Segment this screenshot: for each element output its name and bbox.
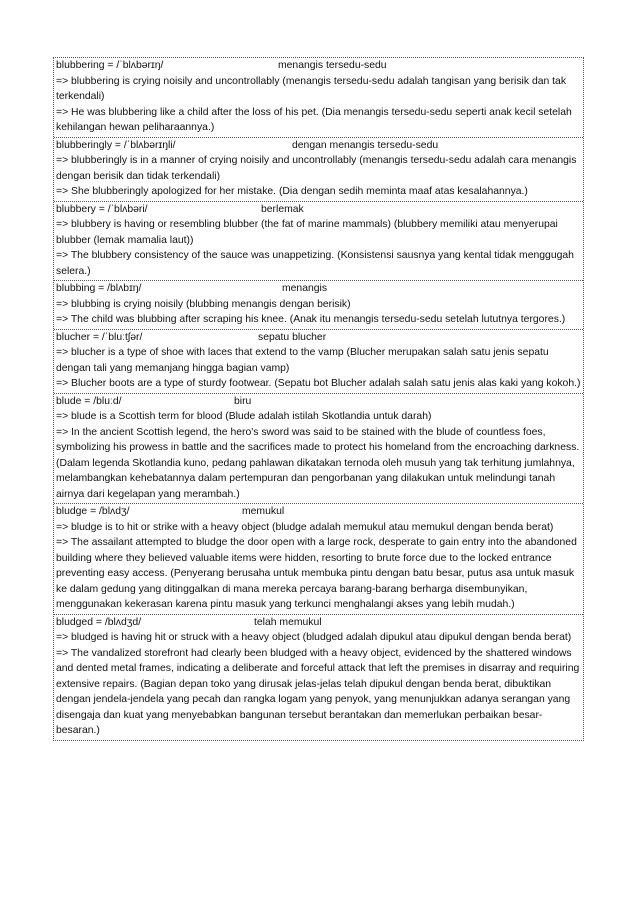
entry-term: blubbering = /ˈblʌbərɪŋ/ (56, 60, 164, 71)
entry-term: bludge = /blʌdʒ/ (56, 506, 130, 517)
entry-definition: => blubbering is crying noisily and uncontrollably (menangis tersedu-sedu adalah tangisan yang berisik dan tak terkendali) (56, 75, 567, 102)
entry-example: => The assailant attempted to bludge the door open with a large rock, desperate to gain entry into the abandoned building where they believed valuable items were hidden, resorting to brute force due to the locked entrance preventing easy access. (Penyerang berusaha untuk membuka pintu dengan batu besar, putus asa untuk masuk ke dalam gedung yang ditinggalkan di mana mereka percaya barang-barang berharga disembunyikan, menggunakan kekerasan karena pintu masuk yang terkunci menghalangi akses yang lebih mudah.) (56, 537, 577, 610)
entry-definition: => blubberingly is in a manner of crying noisily and uncontrollably (menangis tersedu-sedu adalah cara menangis dengan berisik dan tidak terkendali) (56, 155, 577, 182)
entry-blubbing (54, 281, 583, 330)
entry-term: blucher = /ˈbluːtʃər/ (56, 331, 143, 343)
entry-blude (54, 394, 583, 505)
entry-meaning: menangis tersedu-sedu (278, 60, 387, 71)
entry-definition: => bludge is to hit or strike with a heavy object (bludge adalah memukul atau memukul dengan benda berat) (56, 521, 554, 533)
entry-blubbery (54, 202, 583, 282)
entry-definition: => bludged is having hit or struck with a heavy object (bludged adalah dipukul atau dipukul dengan benda berat) (56, 632, 572, 643)
entry-example: => The vandalized storefront had clearly been bludged with a heavy object, evidenced by the shattered windows and dented metal frames, indicating a deliberate and forceful attack that left the premises in disarray and requiring extensive repairs. (Bagian depan toko yang dirusak jelas-jelas telah dipukul dengan benda berat, dibuktikan dengan jendela-jendela yang pecah dan rangka logam yang penyok, yang menunjukkan adanya serangan yang disengaja dan kuat yang menyebabkan bangunan tersebut berantakan dan memerlukan perbaikan besar-besaran.) (56, 647, 580, 736)
entry-term: blubbery = /ˈblʌbəri/ (56, 203, 148, 215)
entry-blubberingly (54, 138, 583, 202)
entry-example: => In the ancient Scottish legend, the hero's sword was said to be stained with the blude of countless foes, symbolizing his prowess in battle and the sacrifices made to protect his homeland from the encroaching darkness. (Dalam legenda Skotlandia kuno, pedang pahlawan dikatakan ternoda oleh musuh yang tak terhitung jumlahnya, melambangkan kehebatannya dalam pertempuran dan pengorbanan yang dilakukan untuk melindungi tanah airnya dari kegelapan yang merambah.) (56, 426, 580, 500)
entry-example: => She blubberingly apologized for her mistake. (Dia dengan sedih meminta maaf atas kesalahannya.) (56, 186, 528, 197)
entry-example: => Blucher boots are a type of sturdy footwear. (Sepatu bot Blucher adalah salah satu jenis alas kaki yang kokoh.) (56, 378, 581, 389)
vocabulary-table (53, 57, 584, 741)
entry-meaning: dengan menangis tersedu-sedu (292, 139, 439, 151)
entry-term: blubberingly = /ˈblʌbərɪŋli/ (56, 139, 176, 151)
entry-term: blude = /bluːd/ (56, 395, 122, 407)
entry-term: blubbing = /blʌbɪŋ/ (56, 283, 142, 294)
entry-bludged (54, 615, 583, 740)
entry-blucher (54, 330, 583, 394)
entry-meaning: telah memukul (254, 616, 322, 628)
entry-meaning: berlemak (261, 203, 304, 215)
entry-definition: => blubbery is having or resembling blubber (the fat of marine mammals) (blubbery memiliki atau menyerupai blubber (lemak mamalia laut)) (56, 219, 558, 246)
entry-definition: => blubbing is crying noisily (blubbing menangis dengan berisik) (56, 298, 351, 310)
entry-example: => The child was blubbing after scraping his knee. (Anak itu menangis tersedu-sedu setelah lututnya tergores.) (56, 314, 566, 325)
entry-definition: => blude is a Scottish term for blood (Blude adalah istilah Skotlandia untuk darah) (56, 411, 432, 422)
entry-meaning: menangis (282, 283, 328, 294)
entry-meaning: memukul (242, 506, 285, 517)
entry-example: => He was blubbering like a child after the loss of his pet. (Dia menangis tersedu-sedu seperti anak kecil setelah kehilangan hewan peliharaannya.) (56, 106, 572, 133)
entry-definition: => blucher is a type of shoe with laces that extend to the vamp (Blucher merupakan salah satu jenis sepatu dengan tali yang memanjang hingga bagian vamp) (56, 347, 549, 374)
entry-bludge (54, 504, 583, 615)
entry-term: bludged = /blʌdʒd/ (56, 616, 142, 628)
entry-blubbering (54, 58, 583, 138)
entry-meaning: biru (234, 395, 252, 407)
entry-meaning: sepatu blucher (258, 331, 327, 343)
entry-example: => The blubbery consistency of the sauce was unappetizing. (Konsistensi sausnya yang kental tidak menggugah selera.) (56, 250, 574, 277)
